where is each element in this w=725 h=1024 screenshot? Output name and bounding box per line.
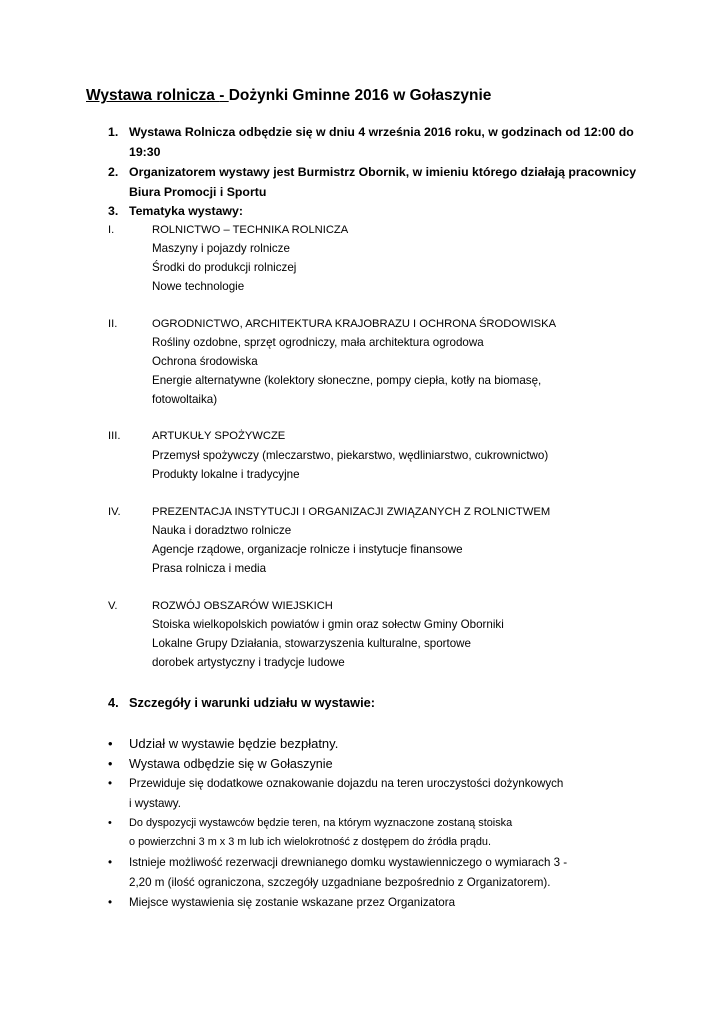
section-item: Ochrona środowiska xyxy=(152,355,258,368)
point-text: Szczegóły i warunki udziału w wystawie: xyxy=(129,695,376,710)
title-rest: Dożynki Gminne 2016 w Gołaszynie xyxy=(228,87,492,104)
section-item: Nauka i doradztwo rolnicze xyxy=(152,524,292,537)
title-underlined: Wystawa rolnicza xyxy=(86,87,220,104)
section-label: II. xyxy=(108,318,118,330)
bullet-text-cont: i wystawy. xyxy=(129,797,181,810)
section-label: V. xyxy=(108,600,118,612)
section-item: dorobek artystyczny i tradycje ludowe xyxy=(152,656,345,669)
point-number: 3. xyxy=(108,204,119,218)
section-item: Środki do produkcji rolniczej xyxy=(152,261,297,274)
bullet-icon: • xyxy=(108,777,113,790)
point-text: Biura Promocji i Sportu xyxy=(129,185,267,199)
bullet-text: Przewiduje się dodatkowe oznakowanie dojazdu na teren uroczystości dożynkowych xyxy=(129,777,564,790)
section-title: OGRODNICTWO, ARCHITEKTURA KRAJOBRAZU I OCHRONA ŚRODOWISKA xyxy=(152,318,557,330)
point-text: 19:30 xyxy=(129,145,161,159)
section-item: Prasa rolnicza i media xyxy=(152,562,267,575)
bullet-icon: • xyxy=(108,736,113,751)
section-item: Rośliny ozdobne, sprzęt ogrodniczy, mała architektura ogrodowa xyxy=(152,336,484,349)
section-item: Energie alternatywne (kolektory słoneczne, pompy ciepła, kotły na biomasę, xyxy=(152,374,542,387)
section-item: Nowe technologie xyxy=(152,280,245,293)
bullet-text: Istnieje możliwość rezerwacji drewnianego domku wystawienniczego o wymiarach 3 - xyxy=(129,856,568,869)
point-text: Organizatorem wystawy jest Burmistrz Obornik, w imieniu którego działają pracownicy xyxy=(129,165,637,179)
point-text: Tematyka wystawy: xyxy=(129,204,243,218)
bullet-text: Do dyspozycji wystawców będzie teren, na którym wyznaczone zostaną stoiska xyxy=(129,817,513,829)
section-item: fotowoltaika) xyxy=(152,393,218,406)
section-title: ROLNICTWO – TECHNIKA ROLNICZA xyxy=(152,224,349,236)
section-label: I. xyxy=(108,224,115,236)
bullet-text: Wystawa odbędzie się w Gołaszynie xyxy=(129,757,333,771)
section-item: Maszyny i pojazdy rolnicze xyxy=(152,242,290,255)
section-title: ARTUKUŁY SPOŻYWCZE xyxy=(152,430,286,442)
section-item: Produkty lokalne i tradycyjne xyxy=(152,468,300,481)
point-number: 4. xyxy=(108,695,119,710)
section-item: Agencje rządowe, organizacje rolnicze i instytucje finansowe xyxy=(152,543,463,556)
title-dash: - xyxy=(219,87,229,104)
bullet-icon: • xyxy=(108,817,112,829)
section-item: Lokalne Grupy Działania, stowarzyszenia kulturalne, sportowe xyxy=(152,637,471,650)
section-label: IV. xyxy=(108,506,121,518)
bullet-icon: • xyxy=(108,896,113,909)
section-label: III. xyxy=(108,430,121,442)
bullet-text-cont: 2,20 m (ilość ograniczona, szczegóły uzgadniane bezpośrednio z Organizatorem). xyxy=(129,876,551,889)
bullet-text-cont: o powierzchni 3 m x 3 m lub ich wielokrotność z dostępem do źródła prądu. xyxy=(129,836,491,848)
point-text: Wystawa Rolnicza odbędzie się w dniu 4 września 2016 roku, w godzinach od 12:00 do xyxy=(129,125,634,139)
document-title xyxy=(86,87,491,105)
section-title: ROZWÓJ OBSZARÓW WIEJSKICH xyxy=(152,600,333,612)
section-title: PREZENTACJA INSTYTUCJI I ORGANIZACJI ZWIĄZANYCH Z ROLNICTWEM xyxy=(152,506,551,518)
section-item: Przemysł spożywczy (mleczarstwo, piekarstwo, wędliniarstwo, cukrownictwo) xyxy=(152,449,549,462)
section-item: Stoiska wielkopolskich powiatów i gmin oraz sołectw Gminy Oborniki xyxy=(152,618,504,631)
bullet-icon: • xyxy=(108,757,113,771)
bullet-icon: • xyxy=(108,856,113,869)
bullet-text: Udział w wystawie będzie bezpłatny. xyxy=(129,736,339,751)
bullet-text: Miejsce wystawienia się zostanie wskazane przez Organizatora xyxy=(129,896,456,909)
point-number: 1. xyxy=(108,125,119,139)
point-number: 2. xyxy=(108,165,119,179)
